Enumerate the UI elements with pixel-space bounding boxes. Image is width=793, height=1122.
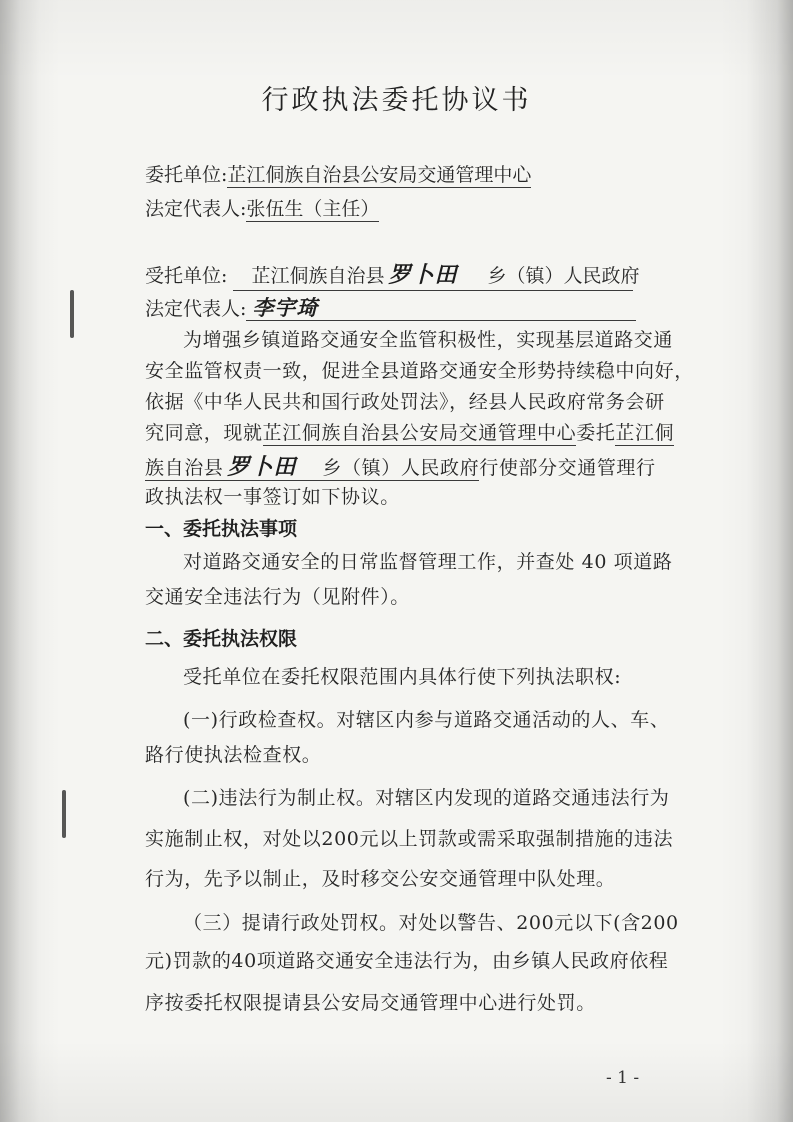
section-2-item-2-line-1: (二)违法行为制止权。对辖区内发现的道路交通违法行为 [183,787,670,809]
section-2-item-1-line-1: (一)行政检查权。对辖区内参与道路交通活动的人、车、 [183,709,670,731]
binding-mark-bottom [62,790,66,838]
section-1-line-2: 交通安全违法行为（见附件）。 [145,586,410,608]
intro-line-4-mid: 委托 [576,422,616,444]
page-number: - 1 - [606,1068,640,1088]
intro-trustee-suffix: 乡（镇）人民政府 [322,457,480,479]
intro-trustee-start: 芷江侗 [615,422,675,444]
section-1-heading: 一、委托执法事项 [145,518,298,540]
page-left-shadow [0,0,40,1122]
trustee-rep-signature: 李宇琦 [252,296,319,320]
section-2-item-3-line-3: 序按委托权限提请县公安局交通管理中心进行处罚。 [145,992,596,1014]
client-unit-name: 芷江侗族自治县公安局交通管理中心 [227,164,532,186]
trustee-unit-name [233,258,640,291]
intro-client-name: 芷江侗族自治县公安局交通管理中心 [262,422,577,444]
section-2-intro: 受托单位在委托权限范围内具体行使下列执法职权: [183,666,622,688]
intro-trustee-town: 罗卜田 [223,455,322,481]
trustee-rep-line [145,294,636,321]
intro-trustee-county: 族自治县 [145,457,224,479]
section-2-heading: 二、委托执法权限 [145,628,298,650]
trustee-name-prefix: 芷江侗族自治县 [251,265,385,287]
intro-line-3: 依据《中华人民共和国行政处罚法》，经县人民政府常务会研 [145,391,665,413]
client-rep-name: 张伍生（主任） [246,198,380,220]
intro-line-6: 政执法权一事签订如下协议。 [145,486,400,508]
intro-line-4 [145,418,675,445]
client-rep-label: 法定代表人: [145,198,247,220]
client-unit-line [145,160,531,187]
intro-line-2: 安全监管权责一致，促进全县道路交通安全形势持续稳中向好， [145,360,694,382]
trustee-town-handwritten: 罗卜田 [388,263,458,288]
intro-line-1: 为增强乡镇道路交通安全监管积极性，实现基层道路交通 [183,329,674,351]
section-1-line-1: 对道路交通安全的日常监督管理工作，并查处 40 项道路 [183,551,673,573]
trustee-rep-field [246,298,636,321]
trustee-rep-label: 法定代表人: [145,298,247,320]
intro-line-5-tail: 行使部分交通管理行 [479,457,656,479]
section-2-item-2-line-2: 实施制止权，对处以200元以上罚款或需采取强制措施的违法 [145,828,674,850]
section-2-item-3-line-1: （三）提请行政处罚权。对处以警告、200元以下(含200 [183,912,679,934]
client-unit-label: 委托单位: [145,164,228,186]
binding-mark-top [70,290,74,338]
section-2-item-1-line-2: 路行使执法检查权。 [145,744,322,766]
intro-line-4-prefix: 究同意，现就 [145,422,263,444]
client-rep-line [145,194,379,221]
trustee-unit-label: 受托单位: [145,265,228,287]
intro-line-5 [145,450,655,481]
section-2-item-3-line-2: 元)罚款的40项道路交通安全违法行为，由乡镇人民政府依程 [145,950,669,972]
section-2-item-2-line-3: 行为，先予以制止，及时移交公安交通管理中队处理。 [145,868,616,890]
document-title: 行政执法委托协议书 [261,85,532,116]
trustee-unit-line [145,258,640,291]
page-right-shadow [747,0,793,1122]
trustee-name-suffix: 乡（镇）人民政府 [487,265,640,287]
